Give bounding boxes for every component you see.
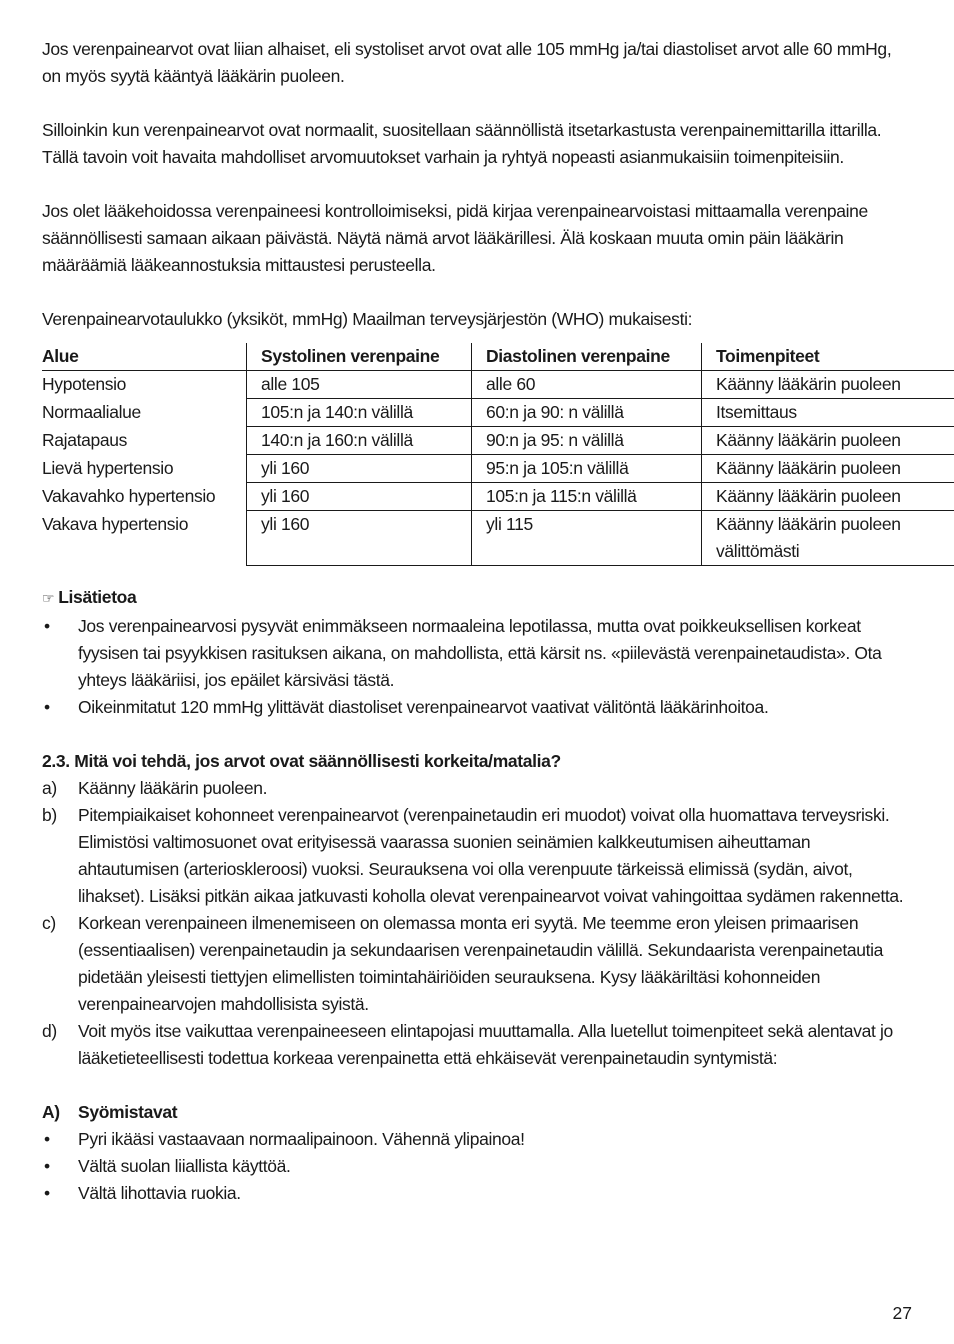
- subsection-mark: A): [42, 1102, 60, 1122]
- table-row: [42, 371, 954, 399]
- section-list: [42, 775, 912, 1072]
- table-cell: alle 105: [247, 371, 472, 399]
- list-item-text: Pyri ikääsi vastaavaan normaalipainoon. Vähennä ylipainoa!: [78, 1129, 525, 1149]
- table-cell: Hypotensio: [42, 374, 127, 394]
- bullet-mark: •: [44, 1129, 50, 1149]
- table-cell: 95:n ja 105:n välillä: [472, 455, 702, 483]
- bullet-mark: •: [44, 1156, 50, 1176]
- table-cell: Käänny lääkärin puoleen: [702, 427, 954, 455]
- section-heading: 2.3. Mitä voi tehdä, jos arvot ovat säännöllisesti korkeita/matalia?: [42, 751, 561, 771]
- bullet-mark: •: [44, 1183, 50, 1203]
- note-heading: [42, 584, 912, 613]
- list-item: [42, 910, 912, 1018]
- list-item-text: Voit myös itse vaikuttaa verenpaineeseen elintapojasi muuttamalla. Alla luetellut toimenpiteet sekä alentavat jo lääketieteellisesti todettua korkeaa verenpainetta että ehkäisevät verenpainetaudin syntymistä:: [78, 1021, 893, 1068]
- paragraph-medication: Jos olet lääkehoidossa verenpaineesi kontrolloimiseksi, pidä kirjaa verenpainearvoistasi mittaamalla verenpaine säännöllisesti samaan aikaan päivästä. Näytä nämä arvot lääkärillesi. Älä koskaan muuta omin päin lääkärin määräämiä lääkeannostuksia mittaustesi perusteella.: [42, 201, 868, 275]
- list-item-text: Oikeinmitatut 120 mmHg ylittävät diastoliset verenpainearvot vaativat välitöntä lääkärinhoitoa.: [78, 697, 769, 717]
- table-cell: 60:n ja 90: n välillä: [472, 399, 702, 427]
- note-title: Lisätietoa: [58, 587, 137, 607]
- table-row: [42, 511, 954, 566]
- list-item-text: Korkean verenpaineen ilmenemiseen on olemassa monta eri syytä. Me teemme eron yleisen primaarisen (essentiaalisen) verenpainetaudin ja sekundaarisen verenpainetaudin välillä. Sekundaarista verenpainetautia pidetään yleisesti tiettyjen elimellisten toimintahäiriöiden seurauksena. Kysy lääkäriltäsi kohonneiden verenpainearvojen mahdollisista syistä.: [78, 913, 884, 1014]
- table-cell: alle 60: [472, 371, 702, 399]
- table-cell: 90:n ja 95: n välillä: [472, 427, 702, 455]
- table-cell: yli 115: [472, 511, 702, 566]
- table-cell: Normaalialue: [42, 401, 141, 422]
- bullet-mark: •: [44, 697, 50, 717]
- table-cell: 105:n ja 140:n välillä: [247, 399, 472, 427]
- table-row: [42, 399, 954, 427]
- header-diastolinen: Diastolinen verenpaine: [472, 343, 702, 371]
- list-item: [42, 1153, 912, 1180]
- item-letter: d): [42, 1021, 57, 1041]
- header-systolinen: Systolinen verenpaine: [247, 343, 472, 371]
- table-row: [42, 483, 954, 511]
- list-item: [42, 802, 912, 910]
- table-cell: 140:n ja 160:n välillä: [247, 427, 472, 455]
- list-item: [42, 1126, 912, 1153]
- list-item-text: Vältä suolan liiallista käyttöä.: [78, 1156, 291, 1176]
- table-cell: Käänny lääkärin puoleen: [702, 455, 954, 483]
- list-item: [42, 775, 912, 802]
- item-letter: b): [42, 805, 57, 825]
- subsection-list: [42, 1126, 912, 1207]
- paragraph-low-pressure: Jos verenpainearvot ovat liian alhaiset, eli systoliset arvot ovat alle 105 mmHg ja/tai diastoliset arvot alle 60 mmHg, on myös syytä kääntyä lääkärin puoleen.: [42, 39, 892, 86]
- pointing-hand-icon: ☞: [42, 591, 55, 607]
- table-cell: Käänny lääkärin puoleen: [702, 371, 954, 399]
- paragraph-self-check: Silloinkin kun verenpainearvot ovat normaalit, suositellaan säännöllistä itsetarkastusta verenpainemittarilla ittarilla. Tällä tavoin voit havaita mahdolliset arvomuutokset varhain ja ryhtyä nopeasti asianmukaisiin toimenpiteisiin.: [42, 120, 882, 167]
- table-cell: Rajatapaus: [42, 429, 128, 450]
- list-item-text: Pitempiaikaiset kohonneet verenpainearvot (verenpainetaudin eri muodot) voivat olla huomattava terveysriski. Elimistösi valtimosuonet ovat erityisessä vaarassa suonien seinämien kalkkeutumisen aiheuttaman ahtautumisen (arterioskleroosi) vuoksi. Seurauksena voi olla verenpuute tärkeissä elimissä (sydän, aivot, lihakset). Lisäksi pitkän aikaa jatkuvasti koholla olevat verenpainearvot voivat vahingoittaa sydämen rakennetta.: [78, 805, 904, 906]
- bullet-mark: •: [44, 616, 50, 636]
- table-row: [42, 427, 954, 455]
- table-cell: Käänny lääkärin puoleen: [702, 483, 954, 511]
- list-item-text: Käänny lääkärin puoleen.: [78, 778, 268, 798]
- table-row: [42, 455, 954, 483]
- table-cell: yli 160: [247, 483, 472, 511]
- list-item: [42, 1018, 912, 1072]
- page-number: 27: [892, 1303, 912, 1323]
- list-item: [42, 1180, 912, 1207]
- table-cell: 105:n ja 115:n välillä: [472, 483, 702, 511]
- list-item-text: Vältä lihottavia ruokia.: [78, 1183, 241, 1203]
- table-cell: Lievä hypertensio: [42, 457, 174, 478]
- subsection-title: Syömistavat: [78, 1102, 178, 1122]
- header-alue: Alue: [42, 343, 247, 371]
- header-toimenpiteet: Toimenpiteet: [702, 343, 954, 371]
- table-cell: Itsemittaus: [702, 399, 954, 427]
- list-item: [42, 613, 912, 694]
- note-list: [42, 613, 912, 721]
- table-cell: Käänny lääkärin puoleen välittömästi: [702, 511, 954, 566]
- document-page: [42, 36, 912, 1207]
- list-item-text: Jos verenpainearvosi pysyvät enimmäkseen normaaleina lepotilassa, mutta ovat poikkeuksellisen korkeat fyysisen tai psyykkisen rasituksen aikana, on mahdollista, että kärsit ns. «piilevästä verenpainetaudista». Ota yhteys lääkäriisi, jos epäilet kärsiväsi tästä.: [78, 616, 882, 690]
- item-letter: c): [42, 913, 56, 933]
- paragraph-table-caption: Verenpainearvotaulukko (yksiköt, mmHg) Maailman terveysjärjestön (WHO) mukaisesti:: [42, 309, 693, 329]
- table-cell: Vakava hypertensio: [42, 513, 189, 534]
- table-cell: yli 160: [247, 455, 472, 483]
- list-item: [42, 694, 912, 721]
- subsection-heading: [42, 1099, 912, 1126]
- table-header-row: [42, 343, 954, 371]
- who-blood-pressure-table: [42, 343, 954, 566]
- table-cell: yli 160: [247, 511, 472, 566]
- table-cell: Vakavahko hypertensio: [42, 485, 216, 506]
- item-letter: a): [42, 778, 57, 798]
